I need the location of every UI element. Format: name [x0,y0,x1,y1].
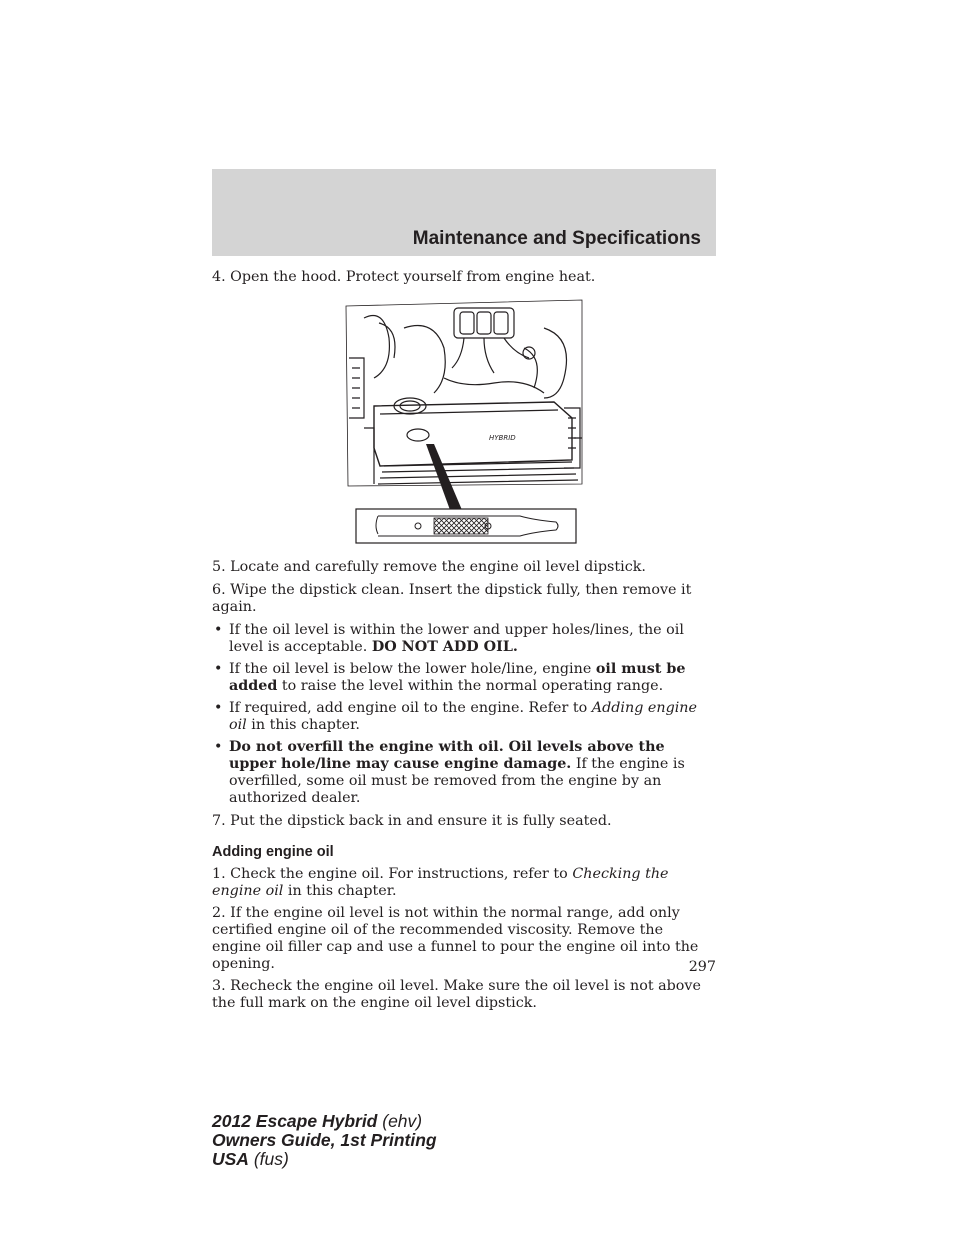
bullet-item: • If the oil level is within the lower and upper holes/lines, the oil level is acceptable. DO NOT ADD OIL. [214,622,684,655]
cross-reference: Adding engine oil [229,700,697,733]
bullet-item: • If required, add engine oil to the engine. Refer to Adding engine oil in this chapter. [214,700,697,733]
footer-line-2: Owners Guide, 1st Printing [212,1130,437,1150]
document-footer [212,1112,437,1169]
section-para-1: 1. Check the engine oil. For instructions, refer to Checking the engine oil in this chapter. [212,866,669,899]
bullet-symbol: • [214,622,223,638]
bullet-symbol: • [214,661,223,677]
step-4-text: 4. Open the hood. Protect yourself from engine heat. [212,269,596,285]
chapter-header [212,169,716,256]
step-4 [212,269,716,286]
instructions-block [212,559,716,1012]
step-6: 6. Wipe the dipstick clean. Insert the dipstick fully, then remove it again. [212,582,692,615]
bullet-symbol: • [214,700,223,716]
footer-line-1: 2012 Escape Hybrid (ehv) [212,1111,423,1131]
chapter-title: Maintenance and Specifications [412,228,701,249]
svg-text:HYBRID: HYBRID [489,434,516,442]
engine-dipstick-illustration [344,298,584,546]
bullet-item: • If the oil level is below the lower hole/line, engine oil must be added to raise the level within the normal operating range. [214,661,686,694]
step-5: 5. Locate and carefully remove the engine oil level dipstick. [212,559,646,575]
bullet-symbol: • [214,739,223,755]
section-para-3: 3. Recheck the engine oil level. Make sure the oil level is not above the full mark on the engine oil level dipstick. [212,978,701,1011]
page-number: 297 [688,959,716,975]
section-heading: Adding engine oil [212,844,334,860]
cross-reference: Checking the engine oil [212,866,669,899]
step-7: 7. Put the dipstick back in and ensure it is fully seated. [212,813,612,829]
bullet-item: • Do not overfill the engine with oil. Oil levels above the upper hole/line may cause engine damage. If the engine is overfilled, some oil must be removed from the engine by an authorized dealer. [214,739,685,806]
section-para-2: 2. If the engine oil level is not within the normal range, add only certified engine oil of the recommended viscosity. Remove the engine oil filler cap and use a funnel to pour the engine oil into the opening. [212,905,699,972]
footer-line-3: USA (fus) [212,1149,289,1169]
